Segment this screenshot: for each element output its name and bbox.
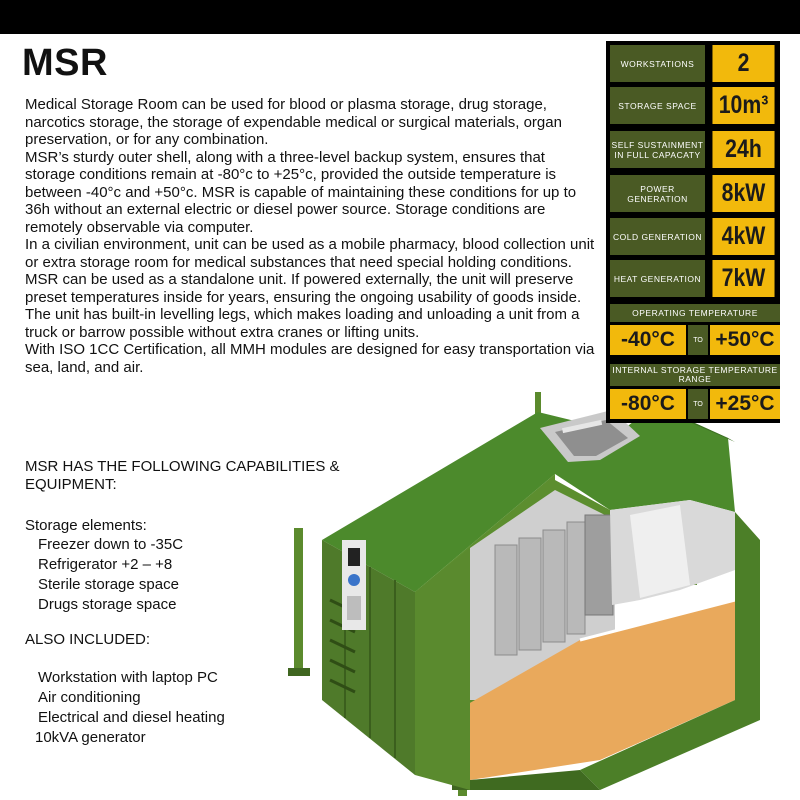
capabilities-heading: MSR HAS THE FOLLOWING CAPABILITIES & EQUIPMENT: (25, 458, 340, 493)
temp-low: -40°C (610, 325, 686, 355)
spec-label: POWER GENERATION (610, 175, 705, 212)
storage-temperature-label: INTERNAL STORAGE TEMPERATURE RANGE (610, 364, 780, 386)
also-included-list (35, 668, 225, 748)
storage-heading: Storage elements: (25, 517, 147, 534)
leveling-leg (294, 528, 303, 676)
operating-temperature-range (610, 325, 780, 355)
paragraph: With ISO 1CC Certification, all MMH modules are designed for easy transportation via sea, land, and air. (25, 341, 595, 376)
spec-cold-generation (610, 218, 780, 255)
spec-self-sustainment (610, 131, 780, 168)
spec-label: COLD GENERATION (610, 218, 705, 255)
freezer (585, 515, 613, 615)
spec-value: 2 (712, 45, 774, 82)
spec-storage-space (610, 87, 780, 124)
paragraph: Medical Storage Room can be used for blood or plasma storage, drug storage, narcotics storage, the storage of expendable medical or surgical materials, organ preservation, or for any combination. (25, 96, 562, 148)
spec-power-generation (610, 175, 780, 212)
spec-value: 24h (712, 131, 774, 168)
paragraph: The unit has built-in levelling legs, which makes loading and unloading a unit from a truck or barrow possible without extra cranes or lifting units. (25, 306, 580, 341)
spec-value: 8kW (712, 175, 774, 212)
spec-value: 10m³ (712, 87, 774, 124)
list-item: Freezer down to -35C (38, 536, 184, 553)
list-item: Air conditioning (38, 689, 141, 706)
list-item: Workstation with laptop PC (38, 669, 218, 686)
list-item: Drugs storage space (38, 596, 177, 613)
list-item: Sterile storage space (38, 576, 179, 593)
temp-to: TO (688, 325, 708, 355)
list-item: Electrical and diesel heating (38, 709, 225, 726)
list-item: Refrigerator +2 – +8 (38, 556, 173, 573)
spec-label: STORAGE SPACE (610, 87, 705, 124)
spec-label: HEAT GENERATION (610, 260, 705, 297)
list-item: 10kVA generator (35, 729, 146, 746)
spec-heat-generation (610, 260, 780, 297)
page-title: MSR (22, 42, 108, 84)
paragraph: MSR’s sturdy outer shell, along with a three-level backup system, ensures that storage conditions remain at -80°c to +25°c, provided the outside temperature is between -40°c and +50°c. MSR is capable of maintaining these conditions for up to 36h without an external electric or diesel power source. Storage conditions are remotely observable via computer. (25, 148, 577, 236)
temp-low: -80°C (610, 389, 686, 419)
spec-value: 7kW (712, 260, 774, 297)
also-included-heading: ALSO INCLUDED: (25, 631, 151, 648)
spec-workstations (610, 45, 780, 82)
storage-list (38, 535, 183, 615)
temp-to: TO (688, 389, 708, 419)
paragraph: MSR can be used as a standalone unit. If powered externally, the unit will preserve preset temperatures inside for years, ensuring the ongoing usability of goods inside. (25, 271, 582, 306)
description (25, 96, 595, 376)
paragraph: In a civilian environment, unit can be used as a mobile pharmacy, blood collection unit or extra storage room for medical substances that need special holding conditions. (25, 236, 595, 271)
interior-door (630, 505, 690, 598)
operating-temperature-label: OPERATING TEMPERATURE (610, 304, 780, 322)
storage-temperature-range (610, 389, 780, 419)
spec-value: 4kW (712, 218, 774, 255)
spec-label: SELF SUSTAINMENT IN FULL CAPACATY (610, 131, 705, 168)
spec-label: WORKSTATIONS (610, 45, 705, 82)
temp-high: +50°C (710, 325, 780, 355)
temp-high: +25°C (710, 389, 780, 419)
